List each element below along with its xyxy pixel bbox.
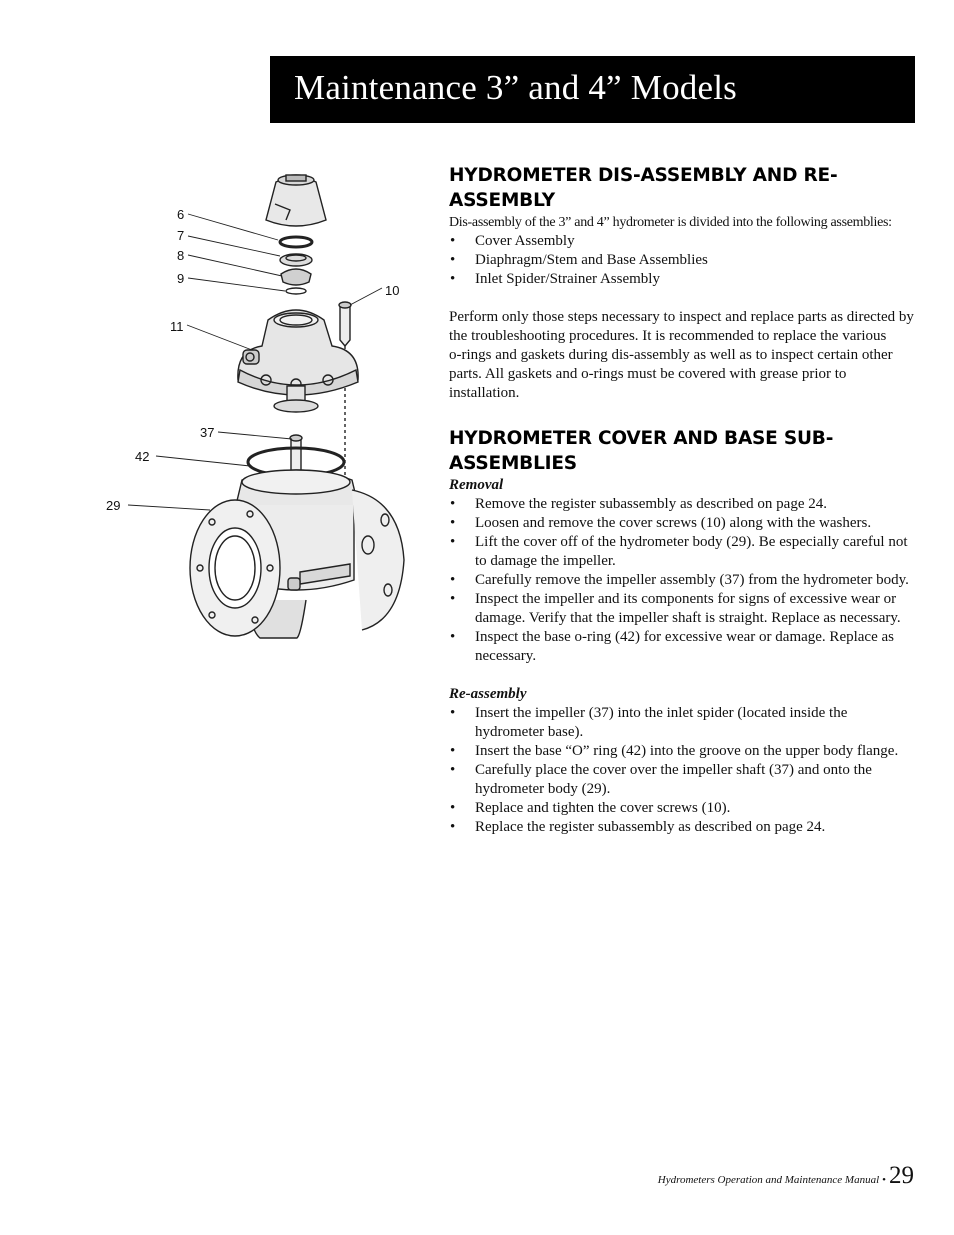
section2-heading-line1: HYDROMETER COVER AND BASE SUB- [449, 428, 834, 449]
list-item: • Carefully place the cover over the impeller shaft (37) and onto the hydrometer body (29). [449, 761, 919, 799]
callout-37: 37 [200, 425, 215, 440]
section1-paragraph-1: Perform only those steps necessary to inspect and replace parts as directed by the troubleshooting procedures. It is recommended to replace the various [449, 309, 914, 344]
section1-intro: Dis-assembly of the 3” and 4” hydrometer is divided into the following assemblies: [449, 215, 892, 230]
title-bar [270, 56, 915, 123]
callout-6: 6 [177, 207, 185, 222]
page-title: Maintenance 3” and 4” Models [294, 68, 737, 107]
callout-29: 29 [106, 498, 121, 513]
page-number: 29 [889, 1162, 914, 1189]
list-item: • Diaphragm/Stem and Base Assemblies [449, 251, 919, 270]
text-column [449, 163, 919, 837]
footer-separator: • [882, 1174, 886, 1186]
footer-manual-title: Hydrometers Operation and Maintenance Manual [657, 1174, 880, 1186]
callout-8: 8 [177, 248, 185, 263]
section1-heading [449, 163, 919, 213]
section1-heading-line2: ASSEMBLY [449, 190, 555, 211]
list-item: • Lift the cover off of the hydrometer body (29). Be especially careful not to damage the impeller. [449, 533, 919, 571]
list-item: • Remove the register subassembly as described on page 24. [449, 495, 919, 514]
list-item: • Inlet Spider/Strainer Assembly [449, 270, 919, 289]
hydrometer-exploded-drawing [100, 160, 420, 650]
list-item: • Cover Assembly [449, 232, 919, 251]
removal-list [449, 495, 919, 666]
section1-heading-line1: HYDROMETER DIS-ASSEMBLY AND RE- [449, 165, 838, 186]
page-footer [658, 1162, 914, 1190]
list-item: • Inspect the impeller and its components for signs of excessive wear or damage. Verify that the impeller shaft is straight. Replace as necessary. [449, 590, 919, 628]
callout-11: 11 [170, 319, 184, 334]
removal-subheading: Removal [449, 477, 504, 493]
section2-heading [449, 426, 919, 476]
list-item: • Replace and tighten the cover screws (10). [449, 799, 919, 818]
reassembly-subheading: Re-assembly [449, 686, 527, 702]
list-item: • Insert the impeller (37) into the inlet spider (located inside the hydrometer base). [449, 704, 919, 742]
list-item: • Carefully remove the impeller assembly (37) from the hydrometer body. [449, 571, 919, 590]
section1-paragraph-2: o-rings and gaskets during dis-assembly as well as to inspect certain other parts. All gaskets and o-rings must be covered with grease prior to installation. [449, 347, 893, 401]
reassembly-list [449, 704, 919, 837]
callout-10: 10 [385, 283, 400, 298]
exploded-view-diagram [100, 160, 420, 650]
list-item: • Loosen and remove the cover screws (10) along with the washers. [449, 514, 919, 533]
list-item: • Replace the register subassembly as described on page 24. [449, 818, 919, 837]
assembly-list [449, 232, 919, 289]
list-item: • Inspect the base o-ring (42) for excessive wear or damage. Replace as necessary. [449, 628, 919, 666]
list-item: • Insert the base “O” ring (42) into the groove on the upper body flange. [449, 742, 919, 761]
section2-heading-line2: ASSEMBLIES [449, 453, 577, 474]
callout-9: 9 [177, 271, 185, 286]
callout-7: 7 [177, 228, 185, 243]
callout-42: 42 [135, 449, 150, 464]
